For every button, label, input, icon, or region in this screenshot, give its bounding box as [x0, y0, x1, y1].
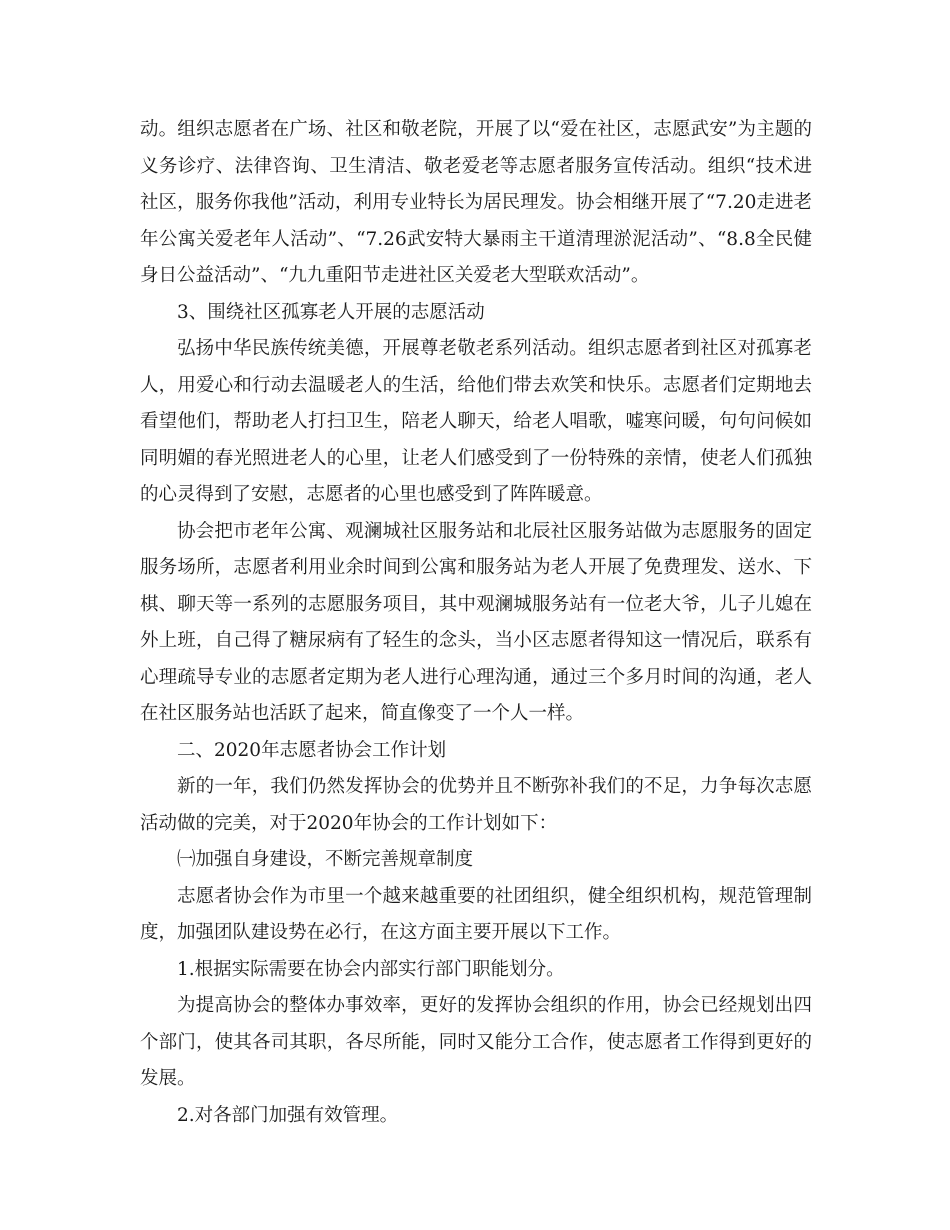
section-heading-plan: 二、2020年志愿者协会工作计划 [177, 739, 447, 761]
paragraph: 协会把市老年公寓、观澜城社区服务站和北辰社区服务站做为志愿服务的固定服务场所，志愿者利用业余时间到公寓和服务站为老人开展了免费理发、送水、下棋、聊天等一系列的志愿服务项目，其中观澜城服务站有一位老大爷，儿子儿媳在外上班，自己得了糖尿病有了轻生的念头，当小区志愿者得知这一情况后，联系有心理疏导专业的志愿者定期为老人进行心理沟通，通过三个多月时间的沟通，老人在社区服务站也活跃了起来，简直像变了一个人一样。 [140, 520, 812, 724]
paragraph-continuation: 动。组织志愿者在广场、社区和敬老院，开展了以“爱在社区，志愿武安”为主题的义务诊疗、法律咨询、卫生清洁、敬老爱老等志愿者服务宣传活动。组织“技术进社区，服务你我他”活动，利用专业特长为居民理发。协会相继开展了“7.20走进老年公寓关爱老年人活动”、“7.26武安特大暴雨主干道清理淤泥活动”、“8.8全民健身日公益活动”、“九九重阳节走进社区关爱老大型联欢活动”。 [140, 119, 812, 286]
list-item-heading: 2.对各部门加强有效管理。 [177, 1104, 399, 1126]
paragraph: 弘扬中华民族传统美德，开展尊老敬老系列活动。组织志愿者到社区对孤寡老人，用爱心和行动去温暖老人的生活，给他们带去欢笑和快乐。志愿者们定期地去看望他们，帮助老人打扫卫生，陪老人聊天，给老人唱歌，嘘寒问暖，句句问候如同明媚的春光照进老人的心里，让老人们感受到了一份特殊的亲情，使老人们孤独的心灵得到了安慰，志愿者的心里也感受到了阵阵暖意。 [140, 338, 812, 505]
list-item-heading: 1.根据实际需要在协会内部实行部门职能划分。 [177, 958, 565, 980]
subsection-heading: ㈠加强自身建设，不断完善规章制度 [177, 849, 474, 870]
section-heading-elderly: 3、围绕社区孤寡老人开展的志愿活动 [177, 301, 485, 323]
paragraph: 志愿者协会作为市里一个越来越重要的社团组织，健全组织机构，规范管理制度，加强团队建设势在必行，在这方面主要开展以下工作。 [140, 885, 812, 943]
paragraph: 新的一年，我们仍然发挥协会的优势并且不断弥补我们的不足，力争每次志愿活动做的完美，对于2020年协会的工作计划如下： [140, 776, 812, 834]
paragraph: 为提高协会的整体办事效率，更好的发挥协会组织的作用，协会已经规划出四个部门，使其各司其职，各尽所能，同时又能分工合作，使志愿者工作得到更好的发展。 [140, 995, 812, 1089]
document-body [140, 112, 812, 1134]
